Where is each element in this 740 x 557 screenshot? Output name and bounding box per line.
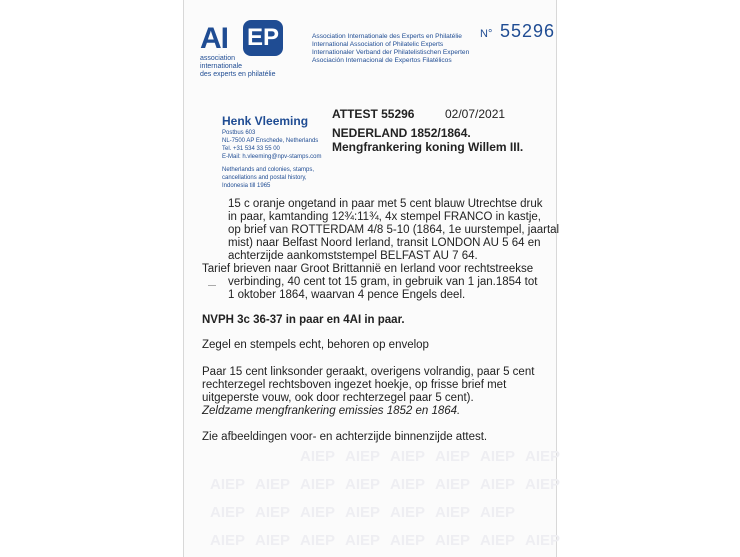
expert-specialty-line: Indonesia till 1965 [222,183,271,189]
certificate-number-label: N° [480,28,493,40]
watermark-logo: AIEP [300,532,336,549]
watermark-logo: AIEP [345,532,381,549]
expert-name: Henk Vleeming [222,114,309,128]
description-line: achterzijde aankomststempel BELFAST AU 7 64. [228,250,478,262]
watermark-logo: AIEP [480,532,516,549]
association-line: Association Internationale des Experts en Philatélie [312,33,462,40]
watermark-logo: AIEP [345,504,381,521]
watermark-logo: AIEP [525,448,561,465]
watermark-logo: AIEP [390,448,426,465]
watermark-logo: AIEP [525,532,561,549]
watermark-logo: AIEP [390,476,426,493]
watermark-logo: AIEP [300,504,336,521]
description-line: mist) naar Belfast Noord Ierland, transit LONDON AU 5 64 en [228,237,541,249]
watermark-logo: AIEP [345,476,381,493]
association-line: Asociación Internacional de Expertos Filatélicos [312,57,452,64]
expert-specialty-line: cancellations and postal history, [222,175,307,181]
watermark-logo: AIEP [435,476,471,493]
condition-line: Paar 15 cent linksonder geraakt, overigens volrandig, paar 5 cent [202,366,535,378]
description-line: 15 c oranje ongetand in paar met 5 cent blauw Utrechtse druk [228,198,543,210]
watermark-logo: AIEP [300,448,336,465]
nvph-catalog: NVPH 3c 36-37 in paar en 4AI in paar. [202,314,405,326]
watermark-logo: AIEP [210,504,246,521]
watermark-logo: AIEP [345,448,381,465]
tariff-line: verbinding, 40 cent tot 15 gram, in gebruik van 1 jan.1854 tot [228,276,538,288]
condition-line: rechterzegel rechtsboven ingezet hoekje, op frisse brief met [202,379,507,391]
watermark-logo: AIEP [255,532,291,549]
watermark-logo: AIEP [300,476,336,493]
rarity-statement: Zeldzame mengfrankering emissies 1852 en 1864. [202,405,461,417]
logo-ai: AI [200,22,228,55]
watermark-logo: AIEP [480,504,516,521]
logo-line: internationale [200,63,243,70]
expert-address-line: Tel. +31 534 33 55 00 [222,146,280,152]
logo-line: association [200,55,236,62]
logo-line: des experts en philatélie [200,71,276,78]
watermark-logo: AIEP [435,532,471,549]
watermark-logo: AIEP [210,532,246,549]
watermark-logo: AIEP [480,476,516,493]
attest-label: ATTEST 55296 [332,107,415,121]
margin-mark [208,285,216,286]
expert-address-line: Postbus 603 [222,130,256,136]
watermark-logo: AIEP [435,448,471,465]
watermark-logo: AIEP [435,504,471,521]
expert-specialty-line: Netherlands and colonies, stamps, [222,167,315,173]
certificate-number: 55296 [500,21,556,41]
description-line: op brief van ROTTERDAM 4/8 5-10 (1864, 1e uurstempel, jaartal [228,224,560,236]
tariff-line: 1 oktober 1864, waarvan 4 pence Engels deel. [228,289,466,301]
watermark-logo: AIEP [255,504,291,521]
watermark-logo: AIEP [480,448,516,465]
expert-address-line: E-Mail: h.vleeming@npv-stamps.com [222,154,322,160]
condition-line: uitgeperste vouw, ook door rechterzegel paar 5 cent). [202,392,474,404]
watermark-logo: AIEP [390,504,426,521]
description-line: in paar, kamtanding 12¾:11¾, 4x stempel FRANCO in kastje, [228,211,541,223]
watermark-logo: AIEP [210,476,246,493]
watermark-logo: AIEP [525,476,561,493]
association-line: International Association of Philatelic Experts [312,41,444,48]
logo-ep: EP [243,20,283,56]
watermark-logo: AIEP [255,476,291,493]
expert-address-line: NL-7500 AP Enschede, Netherlands [222,138,319,144]
attest-subtitle: Mengfrankering koning Willem III. [332,140,524,154]
attest-title: NEDERLAND 1852/1864. [332,126,471,140]
attest-date: 02/07/2021 [445,107,506,121]
tariff-line: Tarief brieven naar Groot Brittannië en Ierland voor rechtstreekse [202,263,534,275]
genuine-statement: Zegel en stempels echt, behoren op envelop [202,339,429,351]
see-images-note: Zie afbeeldingen voor- en achterzijde binnenzijde attest. [202,431,488,443]
watermark-logo: AIEP [390,532,426,549]
association-line: Internationaler Verband der Philatelistischen Experten [312,49,470,56]
